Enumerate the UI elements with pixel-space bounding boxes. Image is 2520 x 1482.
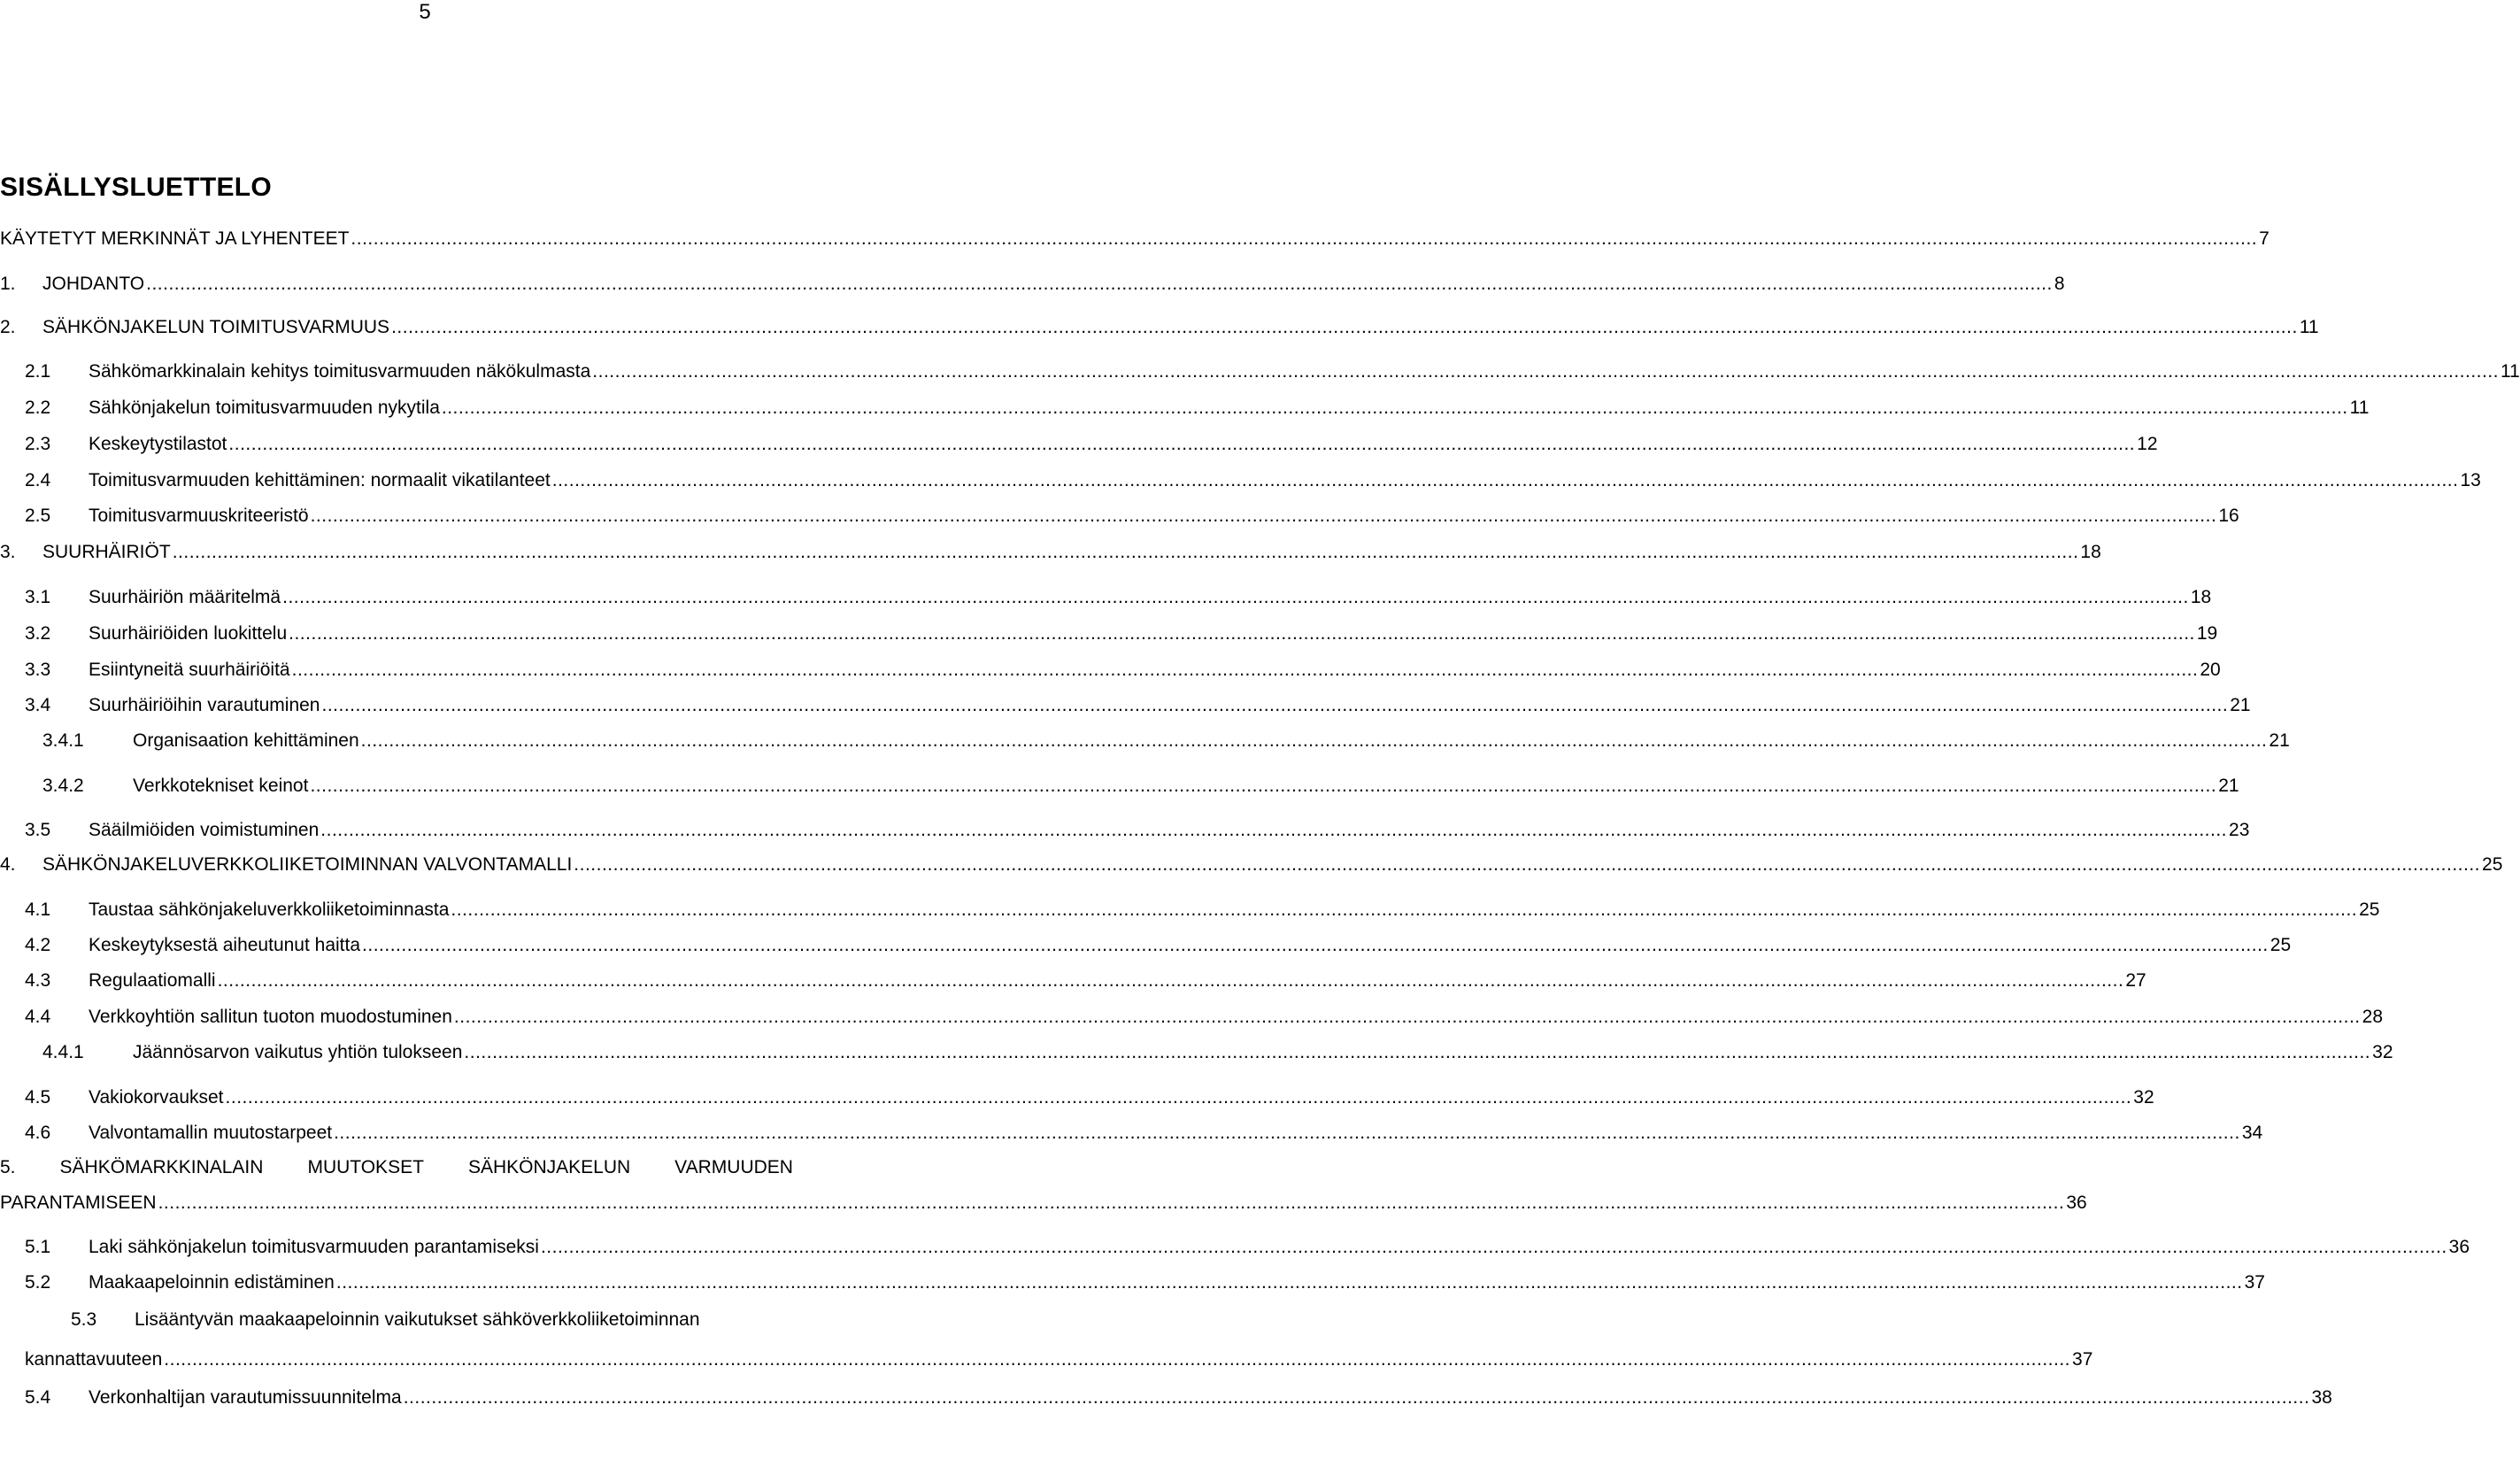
toc-entry-label: JOHDANTO xyxy=(42,274,145,294)
toc-entry[interactable] xyxy=(0,852,2503,878)
toc-entry-page: 21 xyxy=(2269,730,2290,751)
toc-entry[interactable] xyxy=(25,1120,2263,1146)
toc-entry-number: 4.4 xyxy=(25,1007,51,1027)
toc-leader-dots: .................................................................................................................................................................................................................................................................................................................................................... xyxy=(592,361,2500,382)
toc-entry[interactable] xyxy=(0,539,2101,566)
toc-entry-label: Maakaapeloinnin edistäminen xyxy=(89,1272,335,1293)
toc-entry-number: 3.4.2 xyxy=(42,776,84,796)
toc-entry-wrapped-line1[interactable] xyxy=(71,1307,793,1333)
toc-entry-number: 4. xyxy=(0,854,16,875)
toc-entry-number: 4.2 xyxy=(25,935,51,955)
toc-entry-label: SUURHÄIRIÖT xyxy=(42,542,171,562)
toc-entry-label: Toimitusvarmuuden kehittäminen: normaalit vikatilanteet xyxy=(89,470,551,490)
toc-entry[interactable] xyxy=(25,657,2221,683)
toc-entry-label: Regulaatiomalli xyxy=(89,970,216,991)
toc-entry-number: 4.3 xyxy=(25,970,51,991)
toc-entry[interactable] xyxy=(25,584,2212,611)
toc-entry-label: Suurhäiriön määritelmä xyxy=(89,587,281,607)
toc-entry-number: 4.5 xyxy=(25,1087,51,1108)
toc-entry-page: 7 xyxy=(2259,228,2270,249)
toc-entry-page: 19 xyxy=(2196,623,2218,644)
toc-entry[interactable] xyxy=(42,773,2239,799)
toc-entry[interactable] xyxy=(25,1385,2332,1411)
toc-entry-number: 3.4 xyxy=(25,695,51,715)
toc-entry-page: 28 xyxy=(2362,1007,2384,1027)
toc-entry-number: 3.4.1 xyxy=(42,730,84,751)
toc-leader-dots: .................................................................................................................................................................................................................................................................................................................................................... xyxy=(289,623,2195,644)
toc-entry-label: Vakiokorvaukset xyxy=(89,1087,224,1108)
toc-leader-dots: .................................................................................................................................................................................................................................................................................................................................................... xyxy=(464,1042,2371,1062)
toc-entry-label: Sääilmiöiden voimistuminen xyxy=(89,820,320,840)
toc-leader-dots: .................................................................................................................................................................................................................................................................................................................................................... xyxy=(334,1123,2240,1143)
toc-entry-label: Taustaa sähkönjakeluverkkoliiketoiminnasta xyxy=(89,899,450,920)
toc-entry-number: 5.4 xyxy=(25,1387,51,1408)
toc-entry-label: Verkkoyhtiön sallitun tuoton muodostuminen xyxy=(89,1007,452,1027)
toc-leader-dots: .................................................................................................................................................................................................................................................................................................................................................... xyxy=(282,587,2189,607)
toc-entry-page: 8 xyxy=(2054,274,2065,294)
toc-entry[interactable] xyxy=(25,1084,2154,1111)
toc-entry-page: 38 xyxy=(2311,1387,2332,1408)
toc-entry[interactable] xyxy=(25,1270,2265,1296)
toc-entry-number: 2.2 xyxy=(25,398,51,418)
toc-entry-number: 4.1 xyxy=(25,899,51,920)
toc-entry-number: 1. xyxy=(0,274,16,294)
toc-leader-dots: .................................................................................................................................................................................................................................................................................................................................................... xyxy=(403,1387,2310,1408)
toc-entry[interactable] xyxy=(25,932,2292,959)
toc-leader-dots: .................................................................................................................................................................................................................................................................................................................................................... xyxy=(335,1272,2243,1293)
toc-leader-dots: .................................................................................................................................................................................................................................................................................................................................................... xyxy=(146,274,2053,294)
toc-entry-number: 5.3 xyxy=(71,1309,97,1330)
toc-entry[interactable] xyxy=(25,359,2520,385)
toc-entry-label: Jäännösarvon vaikutus yhtiön tulokseen xyxy=(133,1042,463,1062)
toc-entry-label: Verkonhaltijan varautumissuunnitelma xyxy=(89,1387,402,1408)
toc-entry-label: Sähkönjakelun toimitusvarmuuden nykytila xyxy=(89,398,440,418)
toc-leader-dots: .................................................................................................................................................................................................................................................................................................................................................... xyxy=(310,776,2217,796)
toc-leader-dots: .................................................................................................................................................................................................................................................................................................................................................... xyxy=(540,1237,2447,1257)
toc-entry-label: kannattavuuteen xyxy=(25,1349,163,1370)
toc-entry-page: 36 xyxy=(2448,1237,2470,1257)
toc-entry[interactable] xyxy=(0,1190,2087,1216)
toc-entry-number: 3.1 xyxy=(25,587,51,607)
toc-leader-dots: .................................................................................................................................................................................................................................................................................................................................................... xyxy=(451,899,2358,920)
toc-entry-page: 21 xyxy=(2230,695,2251,715)
toc-entry-page: 25 xyxy=(2359,899,2380,920)
toc-entry-number: 2.5 xyxy=(25,506,51,526)
toc-entry-page: 12 xyxy=(2137,434,2158,454)
toc-entry-label: Suurhäiriöiden luokittelu xyxy=(89,623,288,644)
toc-leader-dots: .................................................................................................................................................................................................................................................................................................................................................... xyxy=(391,317,2298,337)
toc-leader-dots: .................................................................................................................................................................................................................................................................................................................................................... xyxy=(441,398,2348,418)
toc-entry-label: PARANTAMISEEN xyxy=(0,1193,157,1213)
toc-entry-page: 18 xyxy=(2190,587,2212,607)
toc-leader-dots: .................................................................................................................................................................................................................................................................................................................................................... xyxy=(453,1007,2361,1027)
toc-entry-label: Keskeytystilastot xyxy=(89,434,227,454)
toc-entry-number: 2.3 xyxy=(25,434,51,454)
toc-leader-dots: .................................................................................................................................................................................................................................................................................................................................................... xyxy=(321,695,2229,715)
toc-entry-word: MUUTOKSET xyxy=(307,1157,424,1177)
toc-entry-wrapped-line1[interactable] xyxy=(0,1154,793,1181)
toc-leader-dots: .................................................................................................................................................................................................................................................................................................................................................... xyxy=(310,506,2217,526)
toc-entry[interactable] xyxy=(25,897,2380,923)
toc-entry-page: 13 xyxy=(2460,470,2481,490)
toc-leader-dots: .................................................................................................................................................................................................................................................................................................................................................... xyxy=(158,1193,2065,1213)
toc-entry-page: 11 xyxy=(2349,398,2370,418)
toc-leader-dots: .................................................................................................................................................................................................................................................................................................................................................... xyxy=(291,660,2199,680)
toc-entry-page: 32 xyxy=(2372,1042,2393,1062)
toc-entry-number: 4.6 xyxy=(25,1123,51,1143)
toc-entry-label: SÄHKÖNJAKELUN TOIMITUSVARMUUS xyxy=(42,317,390,337)
toc-leader-dots: .................................................................................................................................................................................................................................................................................................................................................... xyxy=(362,935,2269,955)
toc-entry-number: 3.3 xyxy=(25,660,51,680)
toc-entry-page: 25 xyxy=(2270,935,2292,955)
toc-entry-number: 5.1 xyxy=(25,1237,51,1257)
toc-entry-page: 25 xyxy=(2482,854,2503,875)
toc-leader-dots: .................................................................................................................................................................................................................................................................................................................................................... xyxy=(360,730,2268,751)
toc-entry-page: 11 xyxy=(2299,317,2319,337)
toc-entry-number: 2. xyxy=(0,317,16,337)
toc-entry-label: Toimitusvarmuuskriteeristö xyxy=(89,506,309,526)
toc-entry-label: KÄYTETYT MERKINNÄT JA LYHENTEET xyxy=(0,228,350,249)
toc-entry[interactable] xyxy=(25,503,2239,529)
toc-entry[interactable] xyxy=(42,728,2290,754)
toc-leader-dots: .................................................................................................................................................................................................................................................................................................................................................... xyxy=(551,470,2459,490)
toc-entry[interactable] xyxy=(25,817,2250,844)
toc-entry-number: 5.2 xyxy=(25,1272,51,1293)
toc-entry-label: Keskeytyksestä aiheutunut haitta xyxy=(89,935,361,955)
toc-entry-page: 37 xyxy=(2244,1272,2265,1293)
toc-entry-page: 36 xyxy=(2066,1193,2087,1213)
toc-leader-dots: .................................................................................................................................................................................................................................................................................................................................................... xyxy=(351,228,2258,249)
toc-entry[interactable] xyxy=(25,1234,2470,1261)
toc-entry-number: 5. xyxy=(0,1157,16,1177)
toc-entry-page: 21 xyxy=(2218,776,2239,796)
toc-entry-label: Esiintyneitä suurhäiriöitä xyxy=(89,660,290,680)
toc-entry-number: 3. xyxy=(0,542,16,562)
toc-entry[interactable] xyxy=(25,395,2370,421)
toc-entry[interactable] xyxy=(25,968,2146,994)
toc-entry-word: VARMUUDEN xyxy=(674,1157,793,1177)
toc-entry[interactable] xyxy=(25,1347,2093,1373)
toc-entry[interactable] xyxy=(0,314,2319,341)
toc-entry[interactable] xyxy=(25,1004,2384,1030)
toc-entry[interactable] xyxy=(0,226,2270,252)
toc-entry-page: 37 xyxy=(2072,1349,2093,1370)
toc-leader-dots: .................................................................................................................................................................................................................................................................................................................................................... xyxy=(320,820,2228,840)
toc-entry-word: SÄHKÖNJAKELUN xyxy=(467,1157,631,1177)
toc-entry[interactable] xyxy=(0,271,2065,297)
toc-entry-label: SÄHKÖNJAKELUVERKKOLIIKETOIMINNAN VALVONTAMALLI xyxy=(42,854,573,875)
toc-entry-label: Organisaation kehittäminen xyxy=(133,730,359,751)
toc-entry-page: 20 xyxy=(2200,660,2221,680)
toc-entry-page: 16 xyxy=(2218,506,2239,526)
toc-entry[interactable] xyxy=(25,621,2218,647)
toc-entry-page: 27 xyxy=(2125,970,2146,991)
toc-entry-label: Verkkotekniset keinot xyxy=(133,776,309,796)
toc-entry-page: 11 xyxy=(2501,361,2520,382)
toc-entry-label: Sähkömarkkinalain kehitys toimitusvarmuuden näkökulmasta xyxy=(89,361,591,382)
toc-leader-dots: .................................................................................................................................................................................................................................................................................................................................................... xyxy=(225,1087,2132,1108)
toc-entry-word: SÄHKÖMARKKINALAIN xyxy=(59,1157,264,1177)
toc-leader-dots: .................................................................................................................................................................................................................................................................................................................................................... xyxy=(172,542,2079,562)
toc-entry[interactable] xyxy=(42,1039,2393,1066)
toc-leader-dots: .................................................................................................................................................................................................................................................................................................................................................... xyxy=(217,970,2124,991)
toc-entry-page: 32 xyxy=(2133,1087,2154,1108)
page-number: 5 xyxy=(419,0,431,24)
toc-entry-number: 2.1 xyxy=(25,361,51,382)
toc-entry-number: 2.4 xyxy=(25,470,51,490)
toc-leader-dots: .................................................................................................................................................................................................................................................................................................................................................... xyxy=(164,1349,2071,1370)
toc-entry[interactable] xyxy=(25,692,2251,719)
toc-leader-dots: .................................................................................................................................................................................................................................................................................................................................................... xyxy=(574,854,2481,875)
toc-entry-number: 3.2 xyxy=(25,623,51,644)
toc-entry-page: 18 xyxy=(2080,542,2101,562)
toc-entry-number: 4.4.1 xyxy=(42,1042,84,1062)
toc-entry-label: Laki sähkönjakelun toimitusvarmuuden parantamiseksi xyxy=(89,1237,539,1257)
toc-entry-label: Lisääntyvän maakaapeloinnin vaikutukset sähköverkkoliiketoiminnan xyxy=(135,1309,700,1330)
toc-entry-label: Suurhäiriöihin varautuminen xyxy=(89,695,320,715)
toc-entry-label: Valvontamallin muutostarpeet xyxy=(89,1123,333,1143)
toc-leader-dots: .................................................................................................................................................................................................................................................................................................................................................... xyxy=(228,434,2136,454)
toc-entry-number: 3.5 xyxy=(25,820,51,840)
toc-title: SISÄLLYSLUETTELO xyxy=(0,173,273,202)
toc-entry-page: 23 xyxy=(2229,820,2250,840)
toc-entry-page: 34 xyxy=(2241,1123,2263,1143)
toc-entry[interactable] xyxy=(25,431,2158,458)
toc-entry[interactable] xyxy=(25,467,2481,494)
